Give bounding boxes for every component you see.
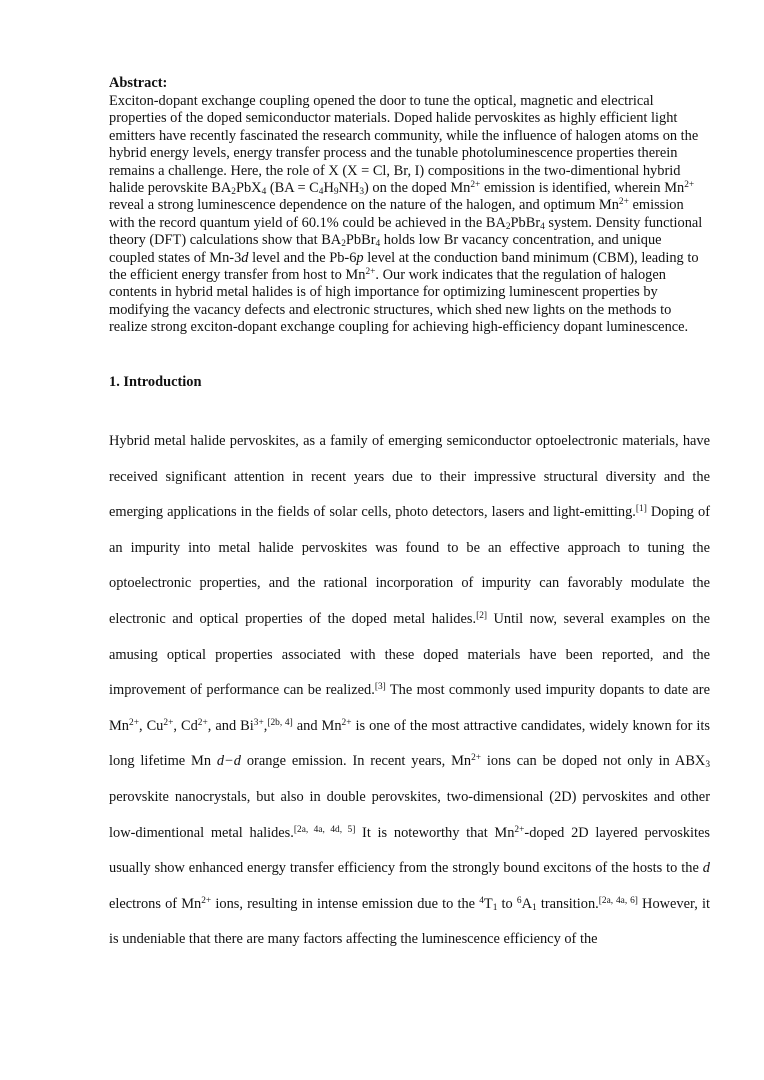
superscript: 2+ bbox=[163, 717, 174, 728]
intro-text-run: However, it is undeniable that there are many factors affecting the luminescence efficiency of the bbox=[109, 895, 710, 948]
abstract-text-run: H bbox=[323, 180, 334, 197]
abstract-text-run: NH bbox=[338, 180, 360, 197]
superscript: 2+ bbox=[471, 753, 482, 764]
citation: [1] bbox=[635, 504, 647, 515]
subscript: 9 bbox=[333, 187, 339, 198]
intro-text-run: A bbox=[521, 895, 532, 912]
intro-text-run: Hybrid metal halide pervoskites, as a family of emerging semiconductor optoelectronic materials, have received significant attention in recent years due to their impressive structural diversity and the emerging applications in the fields of solar cells, photo detectors, lasers and light-emitting. bbox=[109, 433, 710, 521]
abstract-heading: Abstract: bbox=[109, 75, 168, 91]
superscript: 6 bbox=[516, 895, 522, 906]
citation: [2a, 4a, 4d, 5] bbox=[293, 824, 356, 835]
subscript: 3 bbox=[705, 760, 710, 771]
italic-d: d bbox=[702, 860, 710, 877]
intro-text-run: transition. bbox=[536, 895, 599, 912]
abstract-text-run: (BA = C bbox=[266, 180, 319, 197]
abstract-text-run: reveal a strong luminescence dependence on the nature of the halogen, and optimum Mn bbox=[109, 197, 619, 214]
superscript: 2+ bbox=[129, 717, 139, 728]
citation: [3] bbox=[374, 682, 386, 693]
intro-text-run: T bbox=[483, 895, 493, 912]
superscript: 3+ bbox=[253, 717, 264, 728]
italic-d: d bbox=[241, 249, 249, 266]
intro-text-run: The most commonly used impurity dopants to date are Mn bbox=[109, 682, 710, 734]
intro-text-run: to bbox=[497, 895, 517, 912]
superscript: 2+ bbox=[618, 197, 629, 208]
intro-text-run: orange emission. In recent years, Mn bbox=[240, 753, 472, 770]
superscript: 2+ bbox=[365, 267, 376, 278]
intro-text-run: It is noteworthy that Mn bbox=[355, 824, 515, 841]
introduction-paragraph bbox=[109, 424, 710, 958]
intro-text-run: , bbox=[263, 717, 268, 734]
abstract-text bbox=[109, 93, 705, 337]
abstract-text-run: PbBr bbox=[345, 232, 376, 249]
intro-text-run: and Mn bbox=[292, 717, 342, 734]
superscript: 2+ bbox=[341, 717, 352, 728]
abstract-section bbox=[109, 74, 705, 337]
citation: [2] bbox=[476, 610, 488, 621]
superscript: 2+ bbox=[514, 824, 525, 835]
superscript: 2+ bbox=[684, 180, 695, 191]
subscript: 4 bbox=[318, 187, 324, 198]
intro-text-run: Until now, several examples on the amusing optical properties associated with these doped materials have been reported, and the improvement of performance can be realized. bbox=[109, 610, 710, 699]
intro-text-run: electrons of Mn bbox=[109, 895, 202, 912]
superscript: 2+ bbox=[470, 180, 481, 191]
subscript: 2 bbox=[231, 187, 236, 198]
abstract-text-run: holds low Br vacancy concentration, and unique coupled states of Mn-3 bbox=[109, 232, 662, 266]
italic-p: p bbox=[356, 249, 364, 266]
subscript: 2 bbox=[341, 239, 346, 250]
subscript: 1 bbox=[492, 902, 498, 913]
intro-text-run: , Cd bbox=[173, 717, 198, 734]
introduction-body bbox=[109, 424, 710, 958]
abstract-text-run: emission with the record quantum yield of 60.1% could be achieved in the BA bbox=[109, 197, 684, 231]
abstract-text-run: . Our work indicates that the regulation of halogen contents in hybrid metal halides is of high importance for optimizing luminescent properties by modifying the vacancy defects and electronic structures, which shed new lights on the methods to realize strong exciton-dopant exchange coupling for achieving high-efficiency dopant luminescence. bbox=[109, 267, 689, 336]
intro-text-run: ions can be doped not only in ABX bbox=[481, 753, 706, 770]
superscript: 2+ bbox=[197, 717, 208, 728]
superscript: 2+ bbox=[201, 895, 212, 906]
intro-text-run: ions, resulting in intense emission due to the bbox=[211, 895, 480, 912]
citation: [2a, 4a, 6] bbox=[598, 895, 638, 906]
subscript: 1 bbox=[531, 902, 537, 913]
intro-text-run: , and Bi bbox=[207, 717, 254, 734]
abstract-text-run: Exciton-dopant exchange coupling opened the door to tune the optical, magnetic and electrical properties of the doped semiconductor materials. Doped halide pervoskites as highly efficient light emitters have recently fascinated the research community, while the influence of halogen atoms on the hybrid energy levels, energy transfer process and the tunable photoluminescence properties therein remains a challenge. Here, the role of X (X = Cl, Br, I) compositions in the two-dimentional hybrid halide perovskite BA bbox=[109, 93, 699, 197]
abstract-text-run: PbBr bbox=[510, 214, 541, 231]
abstract-text-run: ) on the doped Mn bbox=[364, 180, 471, 197]
subscript: 4 bbox=[375, 239, 381, 250]
intro-text-run: -doped 2D layered pervoskites usually show enhanced energy transfer efficiency from the strongly bound excitons of the hosts to the bbox=[109, 824, 710, 877]
subscript: 4 bbox=[261, 187, 267, 198]
abstract-text-run: system. Density functional theory (DFT) calculations show that BA bbox=[109, 214, 703, 249]
abstract-text-run: level at the conduction band minimum (CBM), leading to the efficient energy transfer from host to Mn bbox=[109, 249, 699, 284]
abstract-text-run: level and the Pb-6 bbox=[248, 249, 357, 266]
intro-text-run: perovskite nanocrystals, but also in double perovskites, two-dimensional (2D) pervoskites and other low-dimentional metal halides. bbox=[109, 788, 710, 841]
subscript: 4 bbox=[540, 221, 545, 232]
superscript: 4 bbox=[479, 895, 484, 906]
subscript: 3 bbox=[359, 187, 365, 198]
abstract-text-run: PbX bbox=[235, 180, 262, 197]
abstract-text-run: emission is identified, wherein Mn bbox=[480, 180, 685, 197]
intro-text-run: is one of the most attractive candidates, widely known for its long lifetime Mn bbox=[109, 717, 711, 770]
intro-text-run: Doping of an impurity into metal halide pervoskites was found to be an effective approach to tuning the optoelectronic properties, and the rational incorporation of impurity can favorably modulate the electronic and optical properties of the doped metal halides. bbox=[109, 504, 710, 627]
subscript: 2 bbox=[505, 221, 511, 232]
introduction-heading: 1. Introduction bbox=[109, 374, 202, 390]
intro-text-run: , Cu bbox=[138, 717, 164, 734]
citation: [2b, 4] bbox=[267, 717, 293, 728]
italic-dd: d−d bbox=[216, 753, 241, 770]
